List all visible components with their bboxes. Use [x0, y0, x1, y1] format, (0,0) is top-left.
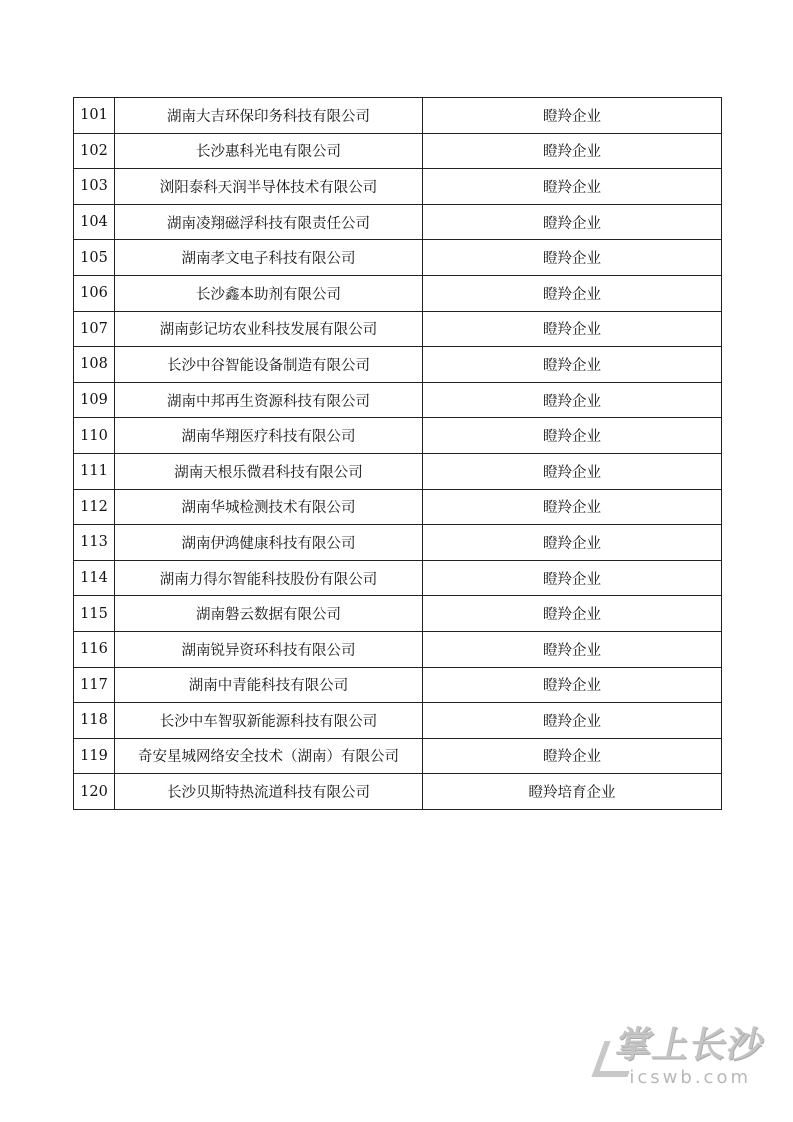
- row-number: 103: [74, 169, 115, 205]
- table-row: [74, 418, 722, 454]
- enterprise-type: 瞪羚培育企业: [423, 774, 722, 810]
- table-row: [74, 560, 722, 596]
- enterprise-table-body: [74, 98, 722, 810]
- enterprise-type: 瞪羚企业: [423, 489, 722, 525]
- row-number: 119: [74, 738, 115, 774]
- row-number: 111: [74, 453, 115, 489]
- watermark-domain: icswb.com: [629, 1067, 751, 1088]
- company-name: 长沙惠科光电有限公司: [115, 133, 423, 169]
- company-name: 长沙贝斯特热流道科技有限公司: [115, 774, 423, 810]
- enterprise-type: 瞪羚企业: [423, 418, 722, 454]
- table-row: [74, 240, 722, 276]
- row-number: 118: [74, 703, 115, 739]
- company-name: 湖南彭记坊农业科技发展有限公司: [115, 311, 423, 347]
- row-number: 116: [74, 631, 115, 667]
- company-name: 湖南锐异资环科技有限公司: [115, 631, 423, 667]
- row-number: 120: [74, 774, 115, 810]
- enterprise-type: 瞪羚企业: [423, 525, 722, 561]
- company-name: 奇安星城网络安全技术（湖南）有限公司: [115, 738, 423, 774]
- row-number: 105: [74, 240, 115, 276]
- table-row: [74, 169, 722, 205]
- row-number: 108: [74, 347, 115, 383]
- enterprise-type: 瞪羚企业: [423, 311, 722, 347]
- company-name: 长沙中车智驭新能源科技有限公司: [115, 703, 423, 739]
- table-row: [74, 204, 722, 240]
- enterprise-table: [73, 97, 722, 810]
- table-row: [74, 275, 722, 311]
- table-row: [74, 525, 722, 561]
- row-number: 114: [74, 560, 115, 596]
- row-number: 110: [74, 418, 115, 454]
- enterprise-type: 瞪羚企业: [423, 667, 722, 703]
- table-row: [74, 774, 722, 810]
- table-row: [74, 489, 722, 525]
- enterprise-type: 瞪羚企业: [423, 240, 722, 276]
- company-name: 湖南中邦再生资源科技有限公司: [115, 382, 423, 418]
- company-name: 湖南中青能科技有限公司: [115, 667, 423, 703]
- table-row: [74, 133, 722, 169]
- company-name: 长沙中谷智能设备制造有限公司: [115, 347, 423, 383]
- company-name: 湖南力得尔智能科技股份有限公司: [115, 560, 423, 596]
- enterprise-type: 瞪羚企业: [423, 98, 722, 134]
- table-row: [74, 311, 722, 347]
- table-row: [74, 738, 722, 774]
- table-row: [74, 382, 722, 418]
- company-name: 长沙鑫本助剂有限公司: [115, 275, 423, 311]
- table-row: [74, 453, 722, 489]
- enterprise-type: 瞪羚企业: [423, 738, 722, 774]
- row-number: 102: [74, 133, 115, 169]
- company-name: 浏阳泰科天润半导体技术有限公司: [115, 169, 423, 205]
- company-name: 湖南华城检测技术有限公司: [115, 489, 423, 525]
- row-number: 109: [74, 382, 115, 418]
- row-number: 104: [74, 204, 115, 240]
- enterprise-type: 瞪羚企业: [423, 133, 722, 169]
- enterprise-type: 瞪羚企业: [423, 204, 722, 240]
- enterprise-type: 瞪羚企业: [423, 596, 722, 632]
- enterprise-type: 瞪羚企业: [423, 169, 722, 205]
- table-row: [74, 631, 722, 667]
- watermark-logo: 掌上长沙: [611, 1025, 769, 1066]
- row-number: 106: [74, 275, 115, 311]
- table-row: [74, 703, 722, 739]
- table-row: [74, 347, 722, 383]
- company-name: 湖南伊鸿健康科技有限公司: [115, 525, 423, 561]
- enterprise-type: 瞪羚企业: [423, 703, 722, 739]
- enterprise-type: 瞪羚企业: [423, 382, 722, 418]
- row-number: 101: [74, 98, 115, 134]
- company-name: 湖南孝文电子科技有限公司: [115, 240, 423, 276]
- table-row: [74, 667, 722, 703]
- company-name: 湖南凌翔磁浮科技有限责任公司: [115, 204, 423, 240]
- company-name: 湖南磐云数据有限公司: [115, 596, 423, 632]
- watermark: [590, 1017, 769, 1112]
- row-number: 107: [74, 311, 115, 347]
- table-row: [74, 98, 722, 134]
- enterprise-type: 瞪羚企业: [423, 560, 722, 596]
- row-number: 115: [74, 596, 115, 632]
- row-number: 117: [74, 667, 115, 703]
- table-row: [74, 596, 722, 632]
- row-number: 113: [74, 525, 115, 561]
- enterprise-type: 瞪羚企业: [423, 631, 722, 667]
- enterprise-type: 瞪羚企业: [423, 275, 722, 311]
- company-name: 湖南华翔医疗科技有限公司: [115, 418, 423, 454]
- row-number: 112: [74, 489, 115, 525]
- enterprise-type: 瞪羚企业: [423, 347, 722, 383]
- company-name: 湖南天根乐微君科技有限公司: [115, 453, 423, 489]
- enterprise-type: 瞪羚企业: [423, 453, 722, 489]
- company-name: 湖南大吉环保印务科技有限公司: [115, 98, 423, 134]
